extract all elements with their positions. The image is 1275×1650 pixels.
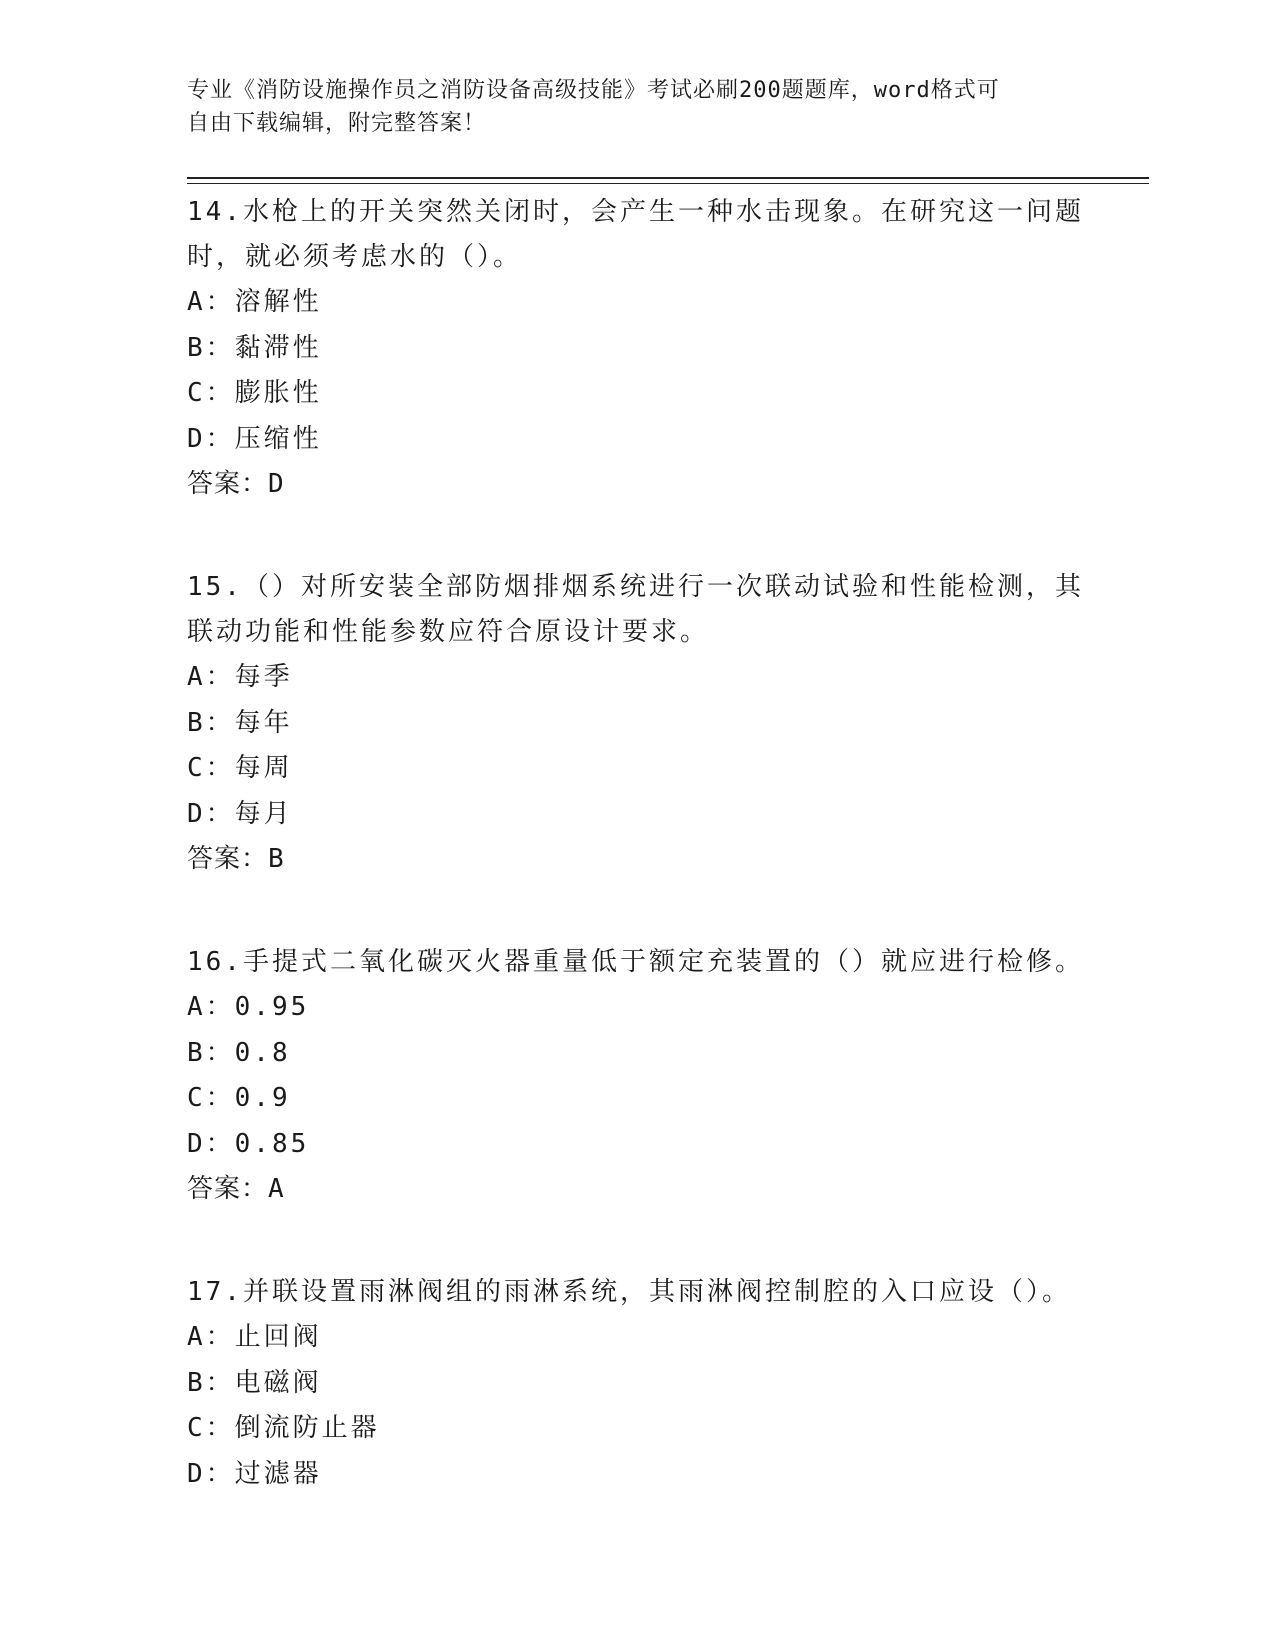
option-c: C：每周 — [187, 753, 293, 783]
header-line-2: 自由下载编辑，附完整答案！ — [187, 111, 487, 136]
question-stem-line: 14.水枪上的开关突然关闭时，会产生一种水击现象。在研究这一问题 — [187, 197, 1084, 227]
question-16 — [187, 940, 1087, 1212]
question-stem-line: 15.（）对所安装全部防烟排烟系统进行一次联动试验和性能检测，其 — [187, 572, 1084, 602]
question-list — [187, 190, 1087, 1555]
header-divider-thin — [187, 183, 1149, 184]
option-d: D：每月 — [187, 798, 293, 829]
option-b: B：电磁阀 — [187, 1367, 322, 1398]
option-d: D：0.85 — [187, 1128, 310, 1159]
option-d: D：过滤器 — [187, 1458, 322, 1489]
option-a: A：溶解性 — [187, 287, 322, 317]
question-stem-line: 16.手提式二氧化碳灭火器重量低于额定充装置的（）就应进行检修。 — [187, 947, 1084, 977]
question-17 — [187, 1270, 1087, 1497]
answer-line: 答案：D — [187, 469, 285, 499]
option-c: C：0.9 — [187, 1083, 291, 1113]
option-a: A：0.95 — [187, 992, 310, 1022]
option-c: C：膨胀性 — [187, 378, 322, 408]
header-divider-thick — [187, 177, 1149, 179]
question-14 — [187, 190, 1087, 507]
question-stem-line: 联动功能和性能参数应符合原设计要求。 — [187, 617, 710, 647]
header-line-1: 专业《消防设施操作员之消防设备高级技能》考试必刷200题题库，word格式可 — [187, 78, 1000, 103]
option-b: B：黏滞性 — [187, 332, 322, 363]
question-stem-line: 17.并联设置雨淋阀组的雨淋系统，其雨淋阀控制腔的入口应设（）。 — [187, 1277, 1071, 1307]
document-header — [187, 74, 1067, 140]
option-b: B：0.8 — [187, 1037, 291, 1068]
option-c: C：倒流防止器 — [187, 1413, 380, 1443]
option-b: B：每年 — [187, 707, 293, 738]
answer-line: 答案：A — [187, 1174, 285, 1204]
option-a: A：每季 — [187, 662, 293, 692]
option-d: D：压缩性 — [187, 423, 322, 454]
answer-line: 答案：B — [187, 844, 285, 874]
option-a: A：止回阀 — [187, 1322, 322, 1352]
question-stem-line: 时，就必须考虑水的（）。 — [187, 242, 523, 272]
question-15 — [187, 565, 1087, 882]
